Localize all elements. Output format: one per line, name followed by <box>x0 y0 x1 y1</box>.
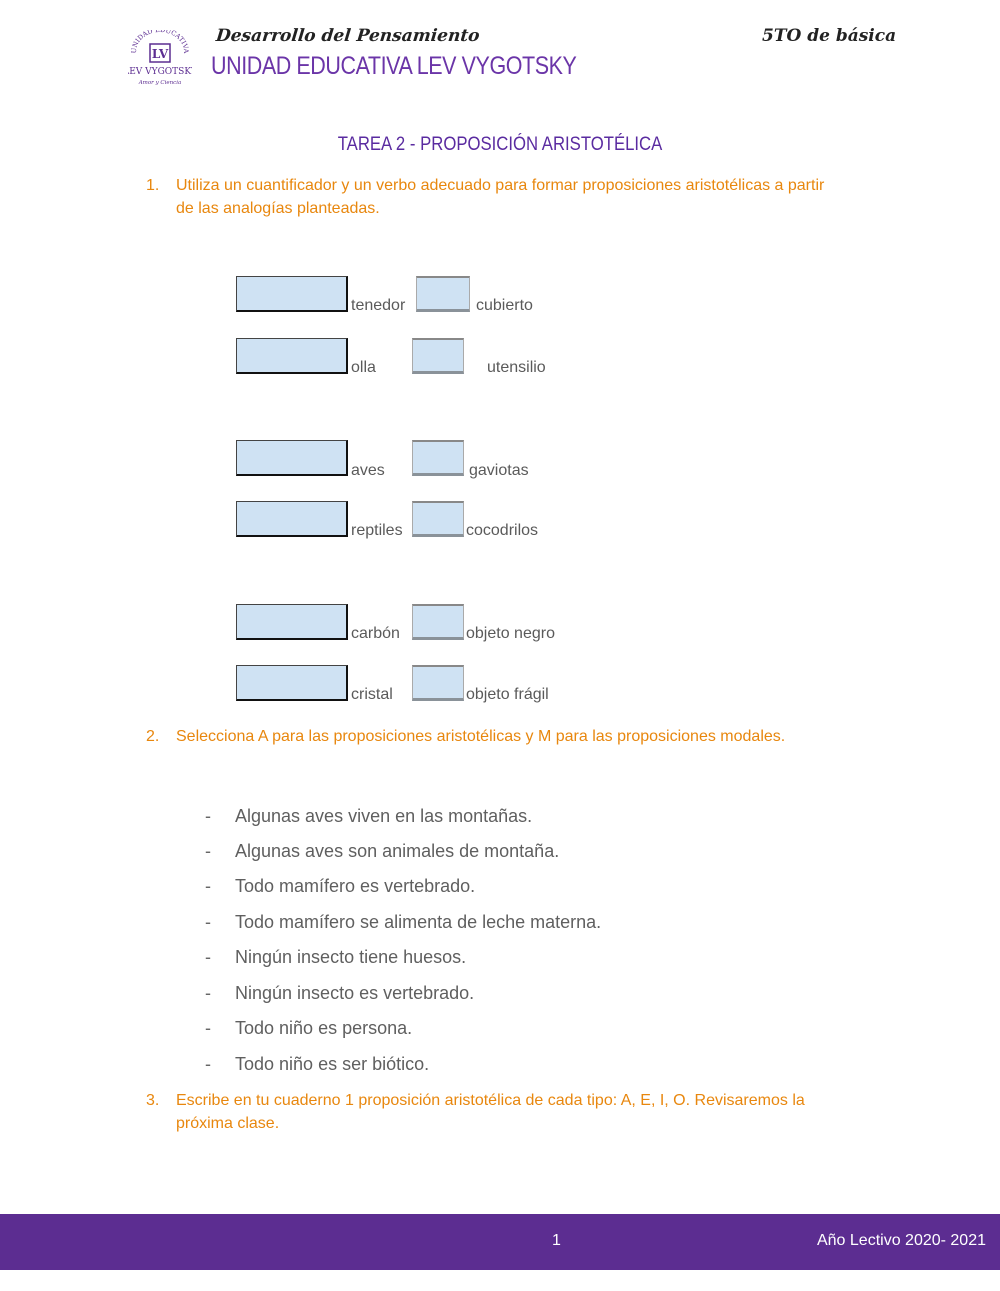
logo-name: EV VYGOTSKY <box>129 67 192 77</box>
quantifier-answer-box[interactable] <box>236 501 348 537</box>
list-bullet: - <box>205 1018 211 1038</box>
subject-word: tenedor <box>351 297 406 314</box>
instruction-1 <box>146 174 906 222</box>
list-bullet: - <box>205 1054 211 1074</box>
instruction-text <box>176 1089 805 1135</box>
list-bullet: - <box>205 806 211 826</box>
instruction-line: Escribe en tu cuaderno 1 proposición aristotélica de cada tipo: A, E, I, O. Revisaremos la <box>176 1092 805 1109</box>
proposition-item: Todo niño es ser biótico. <box>235 1054 430 1074</box>
proposition-item: Ningún insecto tiene huesos. <box>235 947 467 967</box>
proposition-item: Algunas aves viven en las montañas. <box>235 806 533 826</box>
subject-label: Desarrollo del Pensamiento <box>214 26 481 46</box>
predicate-word: objeto frágil <box>466 686 549 703</box>
list-bullet: - <box>205 876 211 896</box>
list-bullet: - <box>205 947 211 967</box>
page-number: 1 <box>552 1232 561 1249</box>
school-year: Año Lectivo 2020- 2021 <box>816 1232 986 1249</box>
verb-answer-box[interactable] <box>412 440 464 476</box>
verb-answer-box[interactable] <box>412 338 464 374</box>
instruction-line: Utiliza un cuantificador y un verbo adecuado para formar proposiciones aristotélicas a partir <box>176 177 825 194</box>
quantifier-answer-box[interactable] <box>236 338 348 374</box>
quantifier-answer-box[interactable] <box>236 440 348 476</box>
logo-monogram: LV <box>151 47 169 61</box>
predicate-word: utensilio <box>487 359 546 376</box>
list-bullet: - <box>205 912 211 932</box>
subject-word: olla <box>351 359 376 376</box>
subject-word: cristal <box>351 686 393 703</box>
verb-answer-box[interactable] <box>412 501 464 537</box>
quantifier-answer-box[interactable] <box>236 665 348 701</box>
task-title: TAREA 2 - PROPOSICIÓN ARISTOTÉLICA <box>337 134 663 155</box>
subject-word: aves <box>351 462 385 479</box>
verb-answer-box[interactable] <box>412 665 464 701</box>
verb-answer-box[interactable] <box>412 604 464 640</box>
logo-motto: Amor y Ciencia <box>138 80 182 86</box>
instruction-2 <box>146 725 906 749</box>
instruction-text: Selecciona A para las proposiciones aristotélicas y M para las proposiciones modales. <box>176 728 786 745</box>
school-name: UNIDAD EDUCATIVA LEV VYGOTSKY <box>211 52 577 80</box>
predicate-word: cocodrilos <box>466 522 539 539</box>
proposition-item: Todo niño es persona. <box>235 1018 413 1038</box>
instruction-3 <box>146 1089 906 1137</box>
list-bullet: - <box>205 983 211 1003</box>
grade-label: 5TO de básica <box>762 26 897 46</box>
quantifier-answer-box[interactable] <box>236 604 348 640</box>
instruction-line: próxima clase. <box>176 1115 280 1132</box>
predicate-word: objeto negro <box>466 625 555 642</box>
subject-word: carbón <box>351 625 400 642</box>
subject-word: reptiles <box>351 522 403 539</box>
instruction-text <box>176 174 824 220</box>
proposition-item: Todo mamífero se alimenta de leche materna. <box>235 912 602 932</box>
instruction-number: 2. <box>146 728 160 745</box>
proposition-item: Ningún insecto es vertebrado. <box>235 983 475 1003</box>
logo-top-text: UNIDAD EDUCATIVA <box>129 30 191 54</box>
instruction-number: 1. <box>146 177 160 194</box>
predicate-word: cubierto <box>476 297 533 314</box>
quantifier-answer-box[interactable] <box>236 276 348 312</box>
instruction-line: de las analogías planteadas. <box>176 200 380 217</box>
verb-answer-box[interactable] <box>416 276 470 312</box>
predicate-word: gaviotas <box>469 462 529 479</box>
school-logo <box>128 30 192 90</box>
list-bullet: - <box>205 841 211 861</box>
instruction-number: 3. <box>146 1092 160 1109</box>
proposition-item: Algunas aves son animales de montaña. <box>235 841 560 861</box>
proposition-item: Todo mamífero es vertebrado. <box>235 876 476 896</box>
